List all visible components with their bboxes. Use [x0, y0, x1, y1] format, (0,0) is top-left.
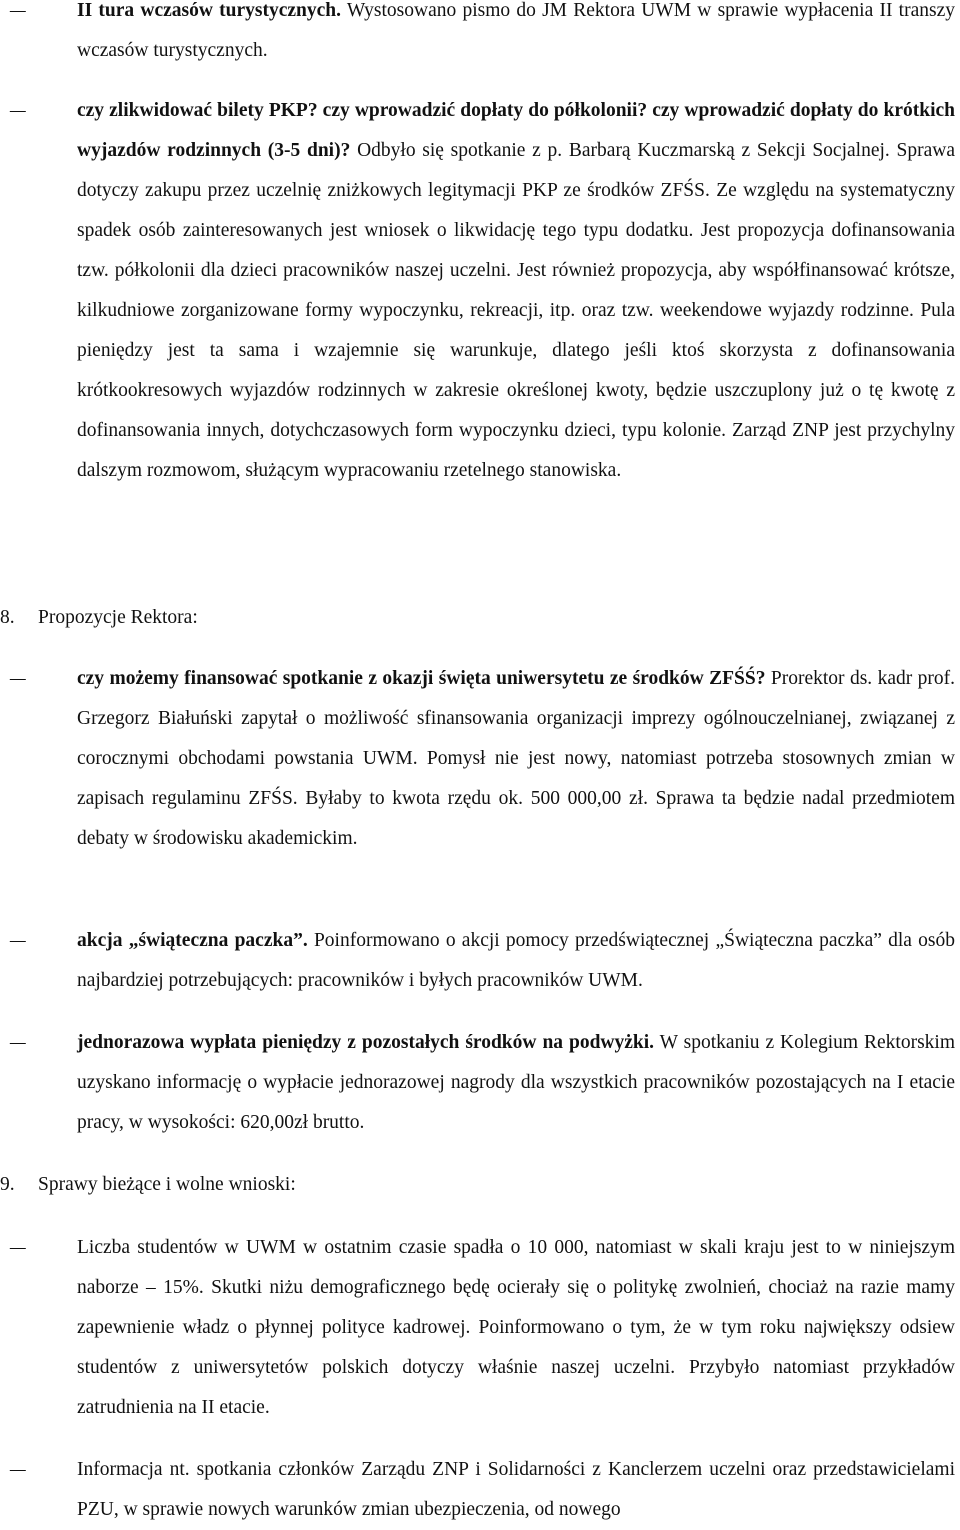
paragraph-body: Wystosowano pismo do JM Rektora UWM w sprawie wypłacenia II transzy wczasów turystycznych.	[77, 0, 955, 61]
paragraph-bold-lead: II tura wczasów turystycznych.	[77, 0, 342, 21]
paragraph	[77, 1023, 955, 1143]
dash-bullet	[10, 659, 42, 699]
paragraph-bold-lead: akcja „świąteczna paczka”.	[77, 930, 308, 951]
paragraph-body: Prorektor ds. kadr prof. Grzegorz Białuński zapytał o możliwość sfinansowania organizacji imprezy ogólnouczelnianej, związanej z corocznymi obchodami powstania UWM. Pomysł nie jest nowy, natomiast potrzeba stosownych zmian w zapisach regulaminu ZFŚS. Byłaby to kwota rzędu ok. 500 000,00 zł. Sprawa ta będzie nadal przedmiotem debaty w środowisku akademickim.	[77, 668, 955, 849]
dash-bullet	[10, 1228, 42, 1268]
dash-bullet	[10, 921, 42, 961]
dash-bullet	[10, 0, 42, 31]
section-title: Propozycje Rektora:	[38, 607, 198, 628]
section-title-text: Sprawy bieżące i wolne wnioski	[38, 1174, 291, 1195]
paragraph-bold-lead: czy zlikwidować bilety PKP? czy wprowadzić dopłaty do półkolonii? czy wprowadzić dopłaty do krótkich wyjazdów rodzinnych (3-5 dni)?	[77, 100, 955, 161]
paragraph-body: Odbyło się spotkanie z p. Barbarą Kuczmarską z Sekcji Socjalnej. Sprawa dotyczy zakupu przez uczelnię zniżkowych legitymacji PKP ze środków ZFŚS. Ze względu na systematyczny spadek osób zainteresowanych jest wniosek o likwidację tego typu dodatku. Jest propozycja dofinansowania tzw. półkolonii dla dzieci pracowników naszej uczelni. Jest również propozycja, aby współfinansować krótsze, kilkudniowe zorganizowane formy wypoczynku, rekreacji, itp. oraz tzw. weekendowe wyjazdy rodzinne. Pula pieniędzy jest ta sama i wzajemnie się warunkuje, dlatego jeśli ktoś skorzysta z dofinansowania krótkookresowych wyjazdów rodzinnych w zakresie określonej kwoty, będzie uszczuplony już o tę kwotę z dofinansowania innych, dotychczasowych form wypoczynku dzieci, typu kolonie. Zarząd ZNP jest przychylny dalszym rozmowom, służącym wypracowaniu rzetelnego stanowiska.	[77, 140, 955, 481]
paragraph	[77, 91, 955, 491]
paragraph: Informacja nt. spotkania członków Zarządu ZNP i Solidarności z Kanclerzem uczelni oraz przedstawicielami PZU, w sprawie nowych warunków zmian ubezpieczenia, od nowego	[77, 1459, 955, 1520]
paragraph	[77, 659, 955, 859]
paragraph-body: W spotkaniu z Kolegium Rektorskim uzyskano informację o wypłacie jednorazowej nagrody dla wszystkich pracowników pozostających na I etacie pracy, w wysokości: 620,00zł brutto.	[77, 1032, 955, 1133]
paragraph-bold-lead: czy możemy finansować spotkanie z okazji święta uniwersytetu ze środków ZFŚŚ?	[77, 668, 766, 689]
dash-bullet	[10, 91, 42, 131]
paragraph-bold-lead: jednorazowa wypłata pieniędzy z pozostałych środków na podwyżki.	[77, 1032, 655, 1053]
section-number: 9.	[0, 1174, 15, 1195]
section-title	[38, 1165, 296, 1205]
paragraph: Liczba studentów w UWM w ostatnim czasie spadła o 10 000, natomiast w skali kraju jest to w niniejszym naborze – 15%. Skutki niżu demograficznego będę ocierały się o politykę zwolnień, chociaż na razie mamy zapewnienie władz o płynnej polityce kadrowej. Poinformowano o tym, że w tym roku największy odsiew studentów z uniwersytetów polskich dotyczy właśnie naszej uczelni. Przybyło natomiast przykładów zatrudnienia na II etacie.	[77, 1237, 955, 1418]
paragraph	[77, 0, 955, 71]
paragraph	[77, 921, 955, 1001]
paragraph-body: Poinformowano o akcji pomocy przedświątecznej „Świąteczna paczka” dla osób najbardziej potrzebujących: pracowników i byłych pracowników UWM.	[77, 930, 955, 991]
dash-bullet	[10, 1023, 42, 1063]
section-title-colon: :	[290, 1174, 296, 1195]
dash-bullet	[10, 1450, 42, 1490]
section-number: 8.	[0, 607, 15, 628]
